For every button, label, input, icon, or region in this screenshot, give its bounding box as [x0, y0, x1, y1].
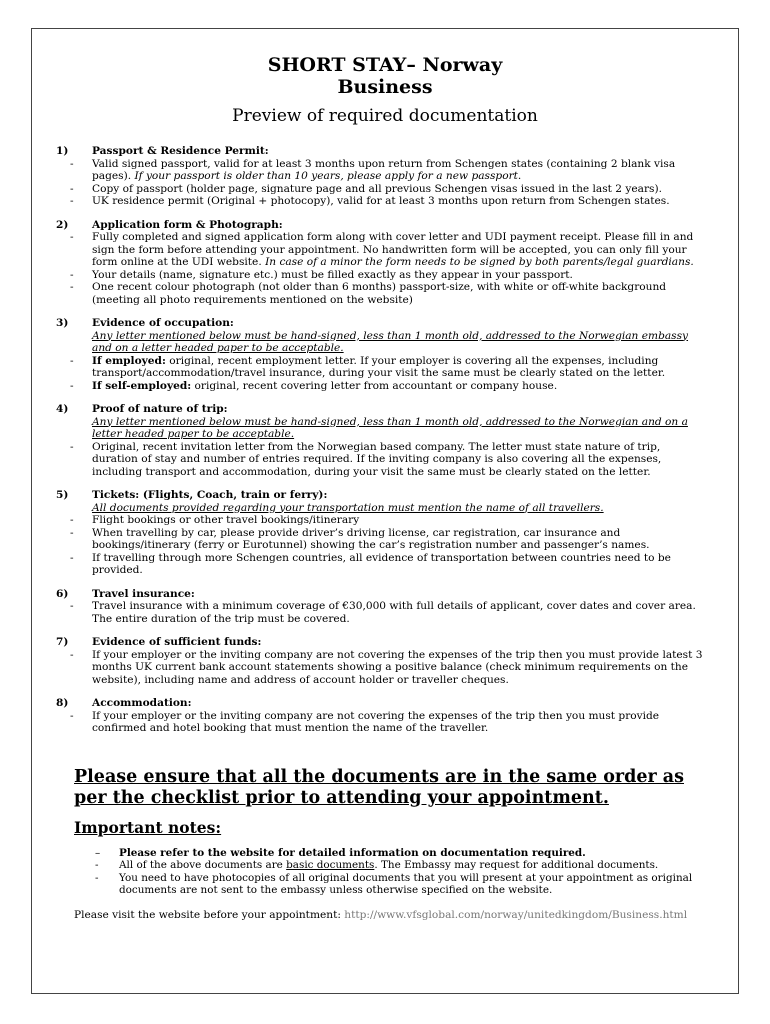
section-note: Any letter mentioned below must be hand-signed, less than 1 month old, addressed to the Norwegian and on a letter headed paper to be acceptable. — [92, 415, 688, 440]
bullet-dash: - — [70, 526, 74, 539]
ensure-order-notice: Please ensure that all the documents are in the same order as per the checklist prior to attending your appointment. — [74, 767, 684, 808]
page-subtitle: Preview of required documentation — [232, 106, 538, 126]
important-note-item — [95, 859, 695, 871]
bullet-dash: - — [70, 648, 74, 661]
section-number: 6) — [56, 587, 69, 600]
list-item — [56, 158, 706, 183]
item-lead: If employed: — [92, 354, 166, 367]
item-body: If your employer or the inviting company are not covering the expenses of the trip then you must provide confirmed and hotel booking that must mention the name of the traveller. — [92, 709, 660, 734]
page-title-business: Business — [337, 76, 433, 98]
important-note-text — [119, 859, 695, 871]
bullet-dash: - — [70, 440, 74, 453]
note-underlined: basic documents — [286, 859, 375, 872]
section-heading-text: Proof of nature of trip: — [92, 403, 228, 415]
section-note: All documents provided regarding your transportation must mention the name of all travellers. — [92, 501, 604, 514]
list-item — [56, 281, 706, 306]
bullet-dash: - — [70, 182, 74, 195]
section-heading — [56, 489, 706, 502]
bullet-dash: - — [70, 551, 74, 564]
item-text — [92, 195, 706, 208]
item-body: Your details (name, signature etc.) must be filled exactly as they appear in your passport. — [92, 268, 573, 281]
list-item — [56, 710, 706, 735]
section-heading-text: Evidence of occupation: — [92, 317, 234, 329]
item-body: Copy of passport (holder page, signature page and all previous Schengen visas issued in the last 2 years). — [92, 182, 662, 195]
bullet-dash: - — [95, 871, 99, 884]
list-item — [56, 441, 706, 479]
bullet-dash: - — [70, 600, 74, 612]
list-item — [56, 552, 706, 577]
list-item — [56, 649, 706, 687]
section-number: 2) — [56, 218, 69, 231]
bullet-dash: – — [95, 847, 101, 859]
heading-suffix: : — [323, 489, 328, 501]
important-note-text — [119, 847, 695, 859]
section-heading-text: Tickets: (Flights, Coach, train or ferry) — [92, 489, 324, 501]
section-note: Any letter mentioned below must be hand-signed, less than 1 month old, addressed to the Norwegian embassy and on a letter headed paper to be acceptable. — [92, 329, 689, 354]
list-item — [56, 231, 706, 269]
bullet-dash: - — [70, 157, 74, 170]
list-item — [56, 527, 706, 552]
note-post: . The Embassy may request for additional documents. — [374, 859, 659, 872]
bullet-dash: - — [70, 709, 74, 722]
item-text — [92, 281, 706, 306]
section-heading-text: Evidence of sufficient funds: — [92, 636, 262, 648]
section-8 — [56, 697, 706, 735]
section-number: 3) — [56, 317, 69, 329]
item-text — [92, 355, 706, 380]
section-4 — [56, 403, 706, 478]
section-6 — [56, 588, 706, 626]
item-body: Original, recent invitation letter from the Norwegian based company. The letter must state nature of trip, duration of stay and number of entries required. If the inviting company is also covering all the expenses, including transport and accommodation, during your visit the same must be clearly stated on the letter. — [92, 440, 662, 478]
important-notes-list — [95, 847, 695, 896]
bullet-dash: - — [70, 231, 74, 243]
section-heading-text: Passport & Residence Permit: — [92, 145, 269, 157]
requirements-list — [56, 145, 706, 746]
item-body: If your employer or the inviting company are not covering the expenses of the trip then you must provide latest 3 months UK current bank account statements showing a positive balance (check minimum requirements on the website), including name and address of account holder or traveller cheques. — [92, 648, 703, 686]
bullet-dash: - — [70, 379, 74, 392]
important-notes-title: Important notes: — [74, 818, 222, 837]
item-text — [92, 158, 706, 183]
item-text — [92, 600, 706, 625]
page-title: SHORT STAY– Norway — [267, 54, 503, 76]
item-body: original, recent covering letter from accountant or company house. — [194, 379, 558, 392]
item-text — [92, 380, 706, 393]
visit-website-line — [74, 909, 687, 921]
item-body: Flight bookings or other travel bookings/itinerary — [92, 514, 360, 526]
item-body: UK residence permit (Original + photocopy), valid for at least 3 months upon return from Schengen states. — [92, 195, 670, 207]
bullet-dash: - — [70, 514, 74, 526]
section-3 — [56, 317, 706, 392]
item-italic: If your passport is older than 10 years, please apply for a new passport. — [134, 170, 522, 182]
list-item — [56, 269, 706, 282]
note-pre: All of the above documents are — [119, 859, 287, 872]
item-text — [92, 183, 706, 196]
section-1 — [56, 145, 706, 208]
section-heading-text: Travel insurance: — [92, 587, 195, 600]
section-heading — [56, 403, 706, 416]
item-text — [92, 514, 706, 527]
item-body: Travel insurance with a minimum coverage of €30,000 with full details of applicant, cover dates and cover area. The entire duration of the trip must be covered. — [92, 600, 696, 625]
item-text — [92, 552, 706, 577]
section-heading-text: Application form & Photograph: — [92, 218, 283, 231]
item-body: If travelling through more Schengen countries, all evidence of transportation between countries need to be provided. — [92, 551, 671, 576]
section-heading — [56, 317, 706, 330]
website-link[interactable]: http://www.vfsglobal.com/norway/unitedkingdom/Business.html — [344, 909, 688, 921]
list-item — [56, 183, 706, 196]
list-item — [56, 380, 706, 393]
section-number: 5) — [56, 489, 69, 501]
item-body: When travelling by car, please provide driver’s driving license, car registration, car insurance and bookings/itinerary (ferry or Eurotunnel) showing the car’s registration number and passenger’s names. — [92, 526, 650, 551]
important-note-item — [95, 872, 695, 897]
item-body: One recent colour photograph (not older than 6 months) passport-size, with white or off-white background (meeting all photo requirements mentioned on the website) — [92, 281, 667, 306]
note-pre: You need to have photocopies of all original documents that you will present at your appointment as original documents are not sent to the embassy unless otherwise specified on the website. — [119, 871, 693, 896]
section-number: 7) — [56, 636, 69, 648]
item-lead: If self-employed: — [92, 379, 192, 392]
list-item — [56, 355, 706, 380]
important-note-text — [119, 872, 695, 897]
list-item — [56, 514, 706, 527]
item-text — [92, 441, 706, 479]
section-heading — [56, 636, 706, 649]
section-2 — [56, 219, 706, 307]
section-heading — [56, 219, 706, 232]
section-heading — [56, 588, 706, 601]
bullet-dash: - — [70, 195, 74, 207]
bullet-dash: - — [70, 354, 74, 367]
item-italic: In case of a minor the form needs to be signed by both parents/legal guardians. — [265, 256, 694, 268]
item-body: original, recent employment letter. If your employer is covering all the expenses, including transport/accommodation/travel insurance, during your visit the same must be clearly stated on the letter. — [92, 354, 666, 379]
item-text — [92, 231, 706, 269]
item-text — [92, 649, 706, 687]
item-body: Fully completed and signed application form along with cover letter and UDI payment receipt. Please fill in and sign the form before attending your appointment. No handwritten form will be accepted, you can only fill your form online at the UDI website. — [92, 231, 694, 268]
list-item — [56, 600, 706, 625]
visit-text: Please visit the website before your appointment: — [74, 909, 345, 921]
list-item — [56, 195, 706, 208]
important-note-item — [95, 847, 695, 859]
section-7 — [56, 636, 706, 686]
section-heading — [56, 697, 706, 710]
section-heading — [56, 145, 706, 158]
item-text — [92, 710, 706, 735]
item-text — [92, 269, 706, 282]
section-number: 1) — [56, 145, 69, 157]
item-text — [92, 527, 706, 552]
item-body: Valid signed passport, valid for at least 3 months upon return from Schengen states (containing 2 blank visa pages). — [92, 157, 676, 182]
section-number: 4) — [56, 403, 69, 415]
section-5 — [56, 489, 706, 577]
bullet-dash: - — [95, 859, 99, 872]
section-number: 8) — [56, 697, 69, 709]
section-heading-text: Accommodation: — [92, 697, 192, 709]
bullet-dash: - — [70, 281, 74, 293]
bullet-dash: - — [70, 268, 74, 281]
note-bold: Please refer to the website for detailed information on documentation required. — [119, 847, 586, 859]
